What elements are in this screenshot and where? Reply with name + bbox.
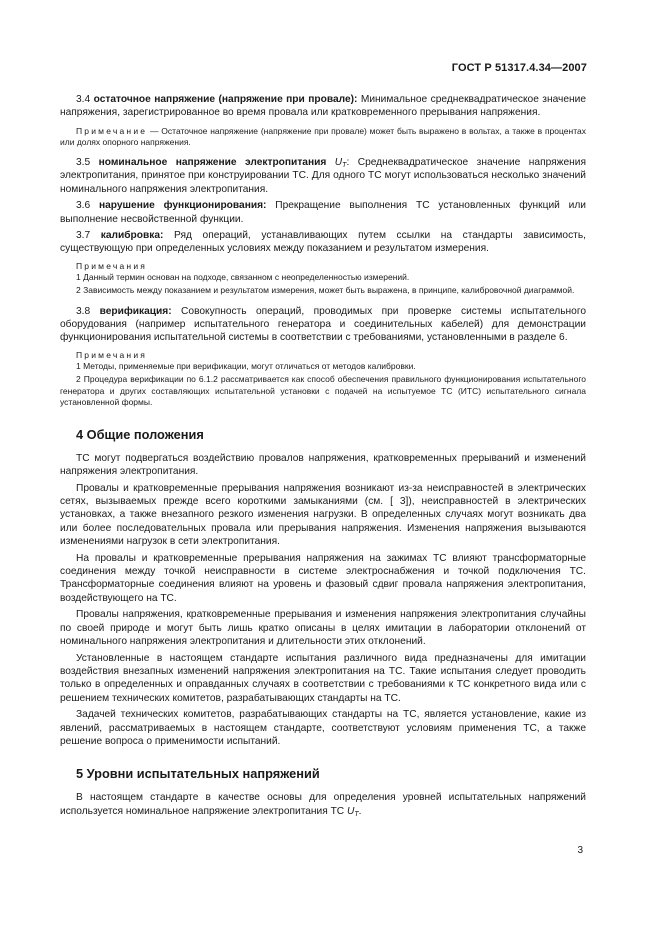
paragraph: ТС могут подвергаться воздействию провалов напряжения, кратковременных прерываний и изменений напряжения электропитания.	[60, 452, 586, 478]
note-item: 2 Процедура верификации по 6.1.2 рассматривается как способ обеспечения правильного функционирования испытательного генератора и других составляющих испытательной установки с подачей на испытуемое ТС (ИТС) испытательного сигнала установленной формы.	[60, 374, 586, 408]
term: номинальное напряжение электропитания	[98, 157, 327, 168]
section-heading: 5 Уровни испытательных напряжений	[76, 766, 320, 782]
document-header: ГОСТ Р 51317.4.34—2007	[451, 62, 587, 74]
notes-label: Примечания	[76, 260, 148, 271]
paragraph: Провалы напряжения, кратковременные прерывания и изменения напряжения электропитания случайны по своей природе и могут быть лишь кратко описаны в целях имитации в лаборатории отклонений от номинального напряжения электропитания и длительности этих отклонений.	[60, 609, 586, 648]
term: калибровка:	[100, 230, 164, 242]
term: нарушение функционирования:	[98, 200, 267, 212]
symbol: $U_T$	[347, 805, 359, 818]
clause-number: 3.7	[76, 230, 91, 242]
paragraph: Задачей технических комитетов, разрабатывающих стандарты на ТС, является установление, какие из явлений, рассматриваемых в настоящем стандарте, соответствуют условиям применения ТС, а также решение вопроса о применимости испытаний.	[60, 709, 586, 747]
clause-3-5	[60, 156, 586, 196]
term: верификация:	[99, 305, 172, 317]
definition: Ряд операций, устанавливающих путем ссылки на стандарты зависимость, существующую при определенных условиях между показанием и результатом измерения.	[60, 230, 586, 255]
clause-3-6	[60, 199, 586, 226]
clause-3-8	[60, 305, 586, 345]
section-heading: 4 Общие положения	[76, 426, 204, 442]
clause-number: 3.4	[76, 94, 91, 105]
definition: Прекращение выполнения ТС установленных функций или выполнение несвойственной функции.	[60, 200, 586, 225]
paragraph: Установленные в настоящем стандарте испытания различного вида предназначены для имитации воздействия внезапных изменений напряжения электропитания на ТС. Такие испытания следует проводить только в определенных и оправданных случаях в соответствии с требованиями к ТС конкретного вида или с решением технических комитетов, разрабатывающих стандарты на ТС.	[60, 652, 586, 704]
page-number: 3	[577, 845, 583, 856]
document-body	[60, 93, 586, 821]
term: остаточное напряжение (напряжение при провале):	[93, 94, 358, 105]
clause-number: 3.8	[76, 305, 91, 317]
note-item: 1 Методы, применяемые при верификации, могут отличаться от методов калибровки.	[76, 361, 416, 372]
note-item: 1 Данный термин основан на подходе, связанном с неопределенностью измерений.	[76, 272, 410, 283]
paragraph: На провалы и кратковременные прерывания напряжения на зажимах ТС влияют трансформаторные соединения между точкой неисправности в системе электроснабжения и точкой подключения ТС. Трансформаторные соединения влияют на уровень и фазовый сдвиг провала напряжения электропитания, воздействующего на ТС.	[60, 552, 586, 604]
definition: Минимальное среднеквадратическое значение напряжения, зарегистрированное во время провала или кратковременного прерывания напряжения.	[60, 94, 586, 119]
symbol: $U_T$	[334, 157, 347, 169]
clause-number: 3.6	[76, 200, 91, 212]
note-text: — Остаточное напряжение (напряжение при провале) может быть выражено в вольтах, а также в процентах или долях опорного напряжения.	[60, 125, 586, 148]
clause-3-4	[60, 93, 586, 120]
paragraph: В настоящем стандарте в качестве основы для определения уровней испытательных напряжений используется номинальное напряжение электропитания ТС $U_T$.	[60, 792, 586, 818]
definition: Совокупность операций, проводимых при проверке системы испытательного оборудования (например испытательного генератора и соединительных кабелей) для демонстрации функционирования испытательной системы в соответствии с требованиями, установленными в разделе 6.	[60, 305, 586, 344]
definition: : Среднеквадратическое значение напряжения электропитания, принятое при конструировании ТС. Для одного ТС могут использоваться несколько значений номинального напряжения электропитания.	[60, 157, 586, 195]
clause-3-7	[60, 229, 586, 256]
note-label: Примечание	[76, 125, 148, 136]
notes-block	[60, 261, 586, 297]
paragraph: Провалы и кратковременные прерывания напряжения возникают из-за неисправностей в электрических сетях, вызываемых прежде всего короткими замыканиями (см. [ 3]), неисправностей в электрических установках, а также внезапного резкого изменения нагрузки. В определенных случаях могут возникать два или более последовательных провала или прерывания напряжения. Изменения напряжения вызываются изменениями нагрузок в сети электропитания.	[60, 482, 586, 548]
notes-block	[60, 350, 586, 409]
clause-number: 3.5	[76, 157, 91, 168]
note-item: 2 Зависимость между показанием и результатом измерения, может быть выражена, в принципе, калибровочной диаграммой.	[76, 285, 575, 296]
note	[60, 126, 586, 149]
notes-label: Примечания	[76, 349, 148, 360]
